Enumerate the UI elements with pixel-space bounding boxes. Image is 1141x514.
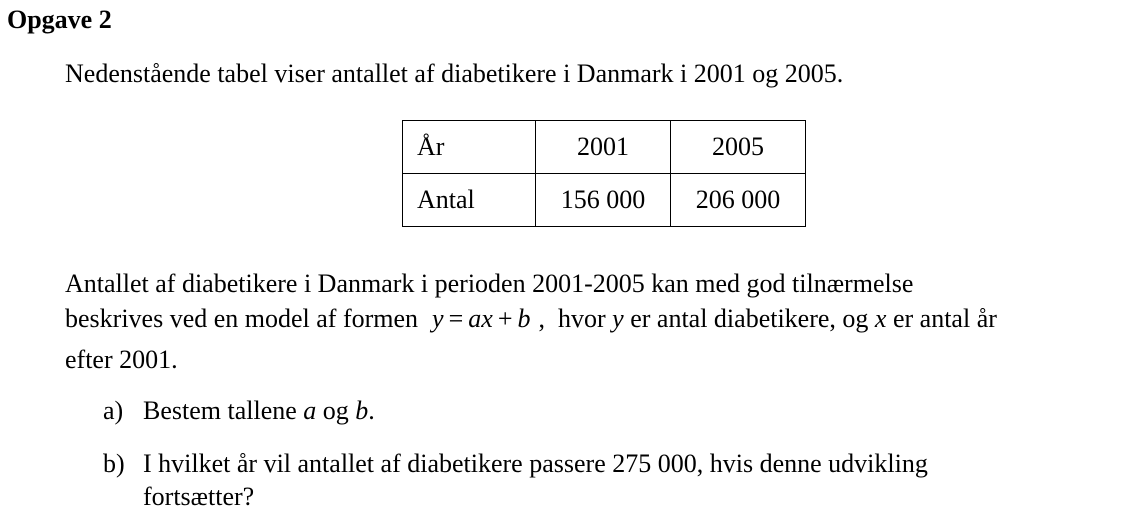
question-label: a) — [103, 396, 124, 425]
table-row-label: Antal — [403, 174, 536, 227]
equation-operator: = — [448, 304, 464, 333]
paragraph-line — [65, 303, 1140, 334]
text-fragment: hvor — [557, 304, 606, 333]
table-cell: 206 000 — [671, 174, 806, 227]
question-text: I hvilket år vil antallet af diabetikere passere 275 000, hvis denne udvikling — [143, 449, 928, 478]
intro-text: Nedenstående tabel viser antallet af diabetikere i Danmark i 2001 og 2005. — [65, 59, 844, 88]
task-title: Opgave 2 — [7, 5, 112, 34]
text-fragment: , — [538, 304, 545, 333]
math-var: a — [303, 396, 317, 425]
equation-operator: + — [497, 304, 513, 333]
question-label: b) — [103, 449, 125, 478]
model-equation — [432, 303, 530, 334]
text-fragment: og — [322, 396, 349, 425]
text-fragment: Bestem tallene — [143, 396, 297, 425]
table-header-cell: 2001 — [536, 121, 671, 174]
text-fragment: er antal diabetikere, og — [630, 304, 869, 333]
equation-var: b — [517, 304, 531, 333]
table-row — [403, 174, 806, 227]
table-row — [403, 121, 806, 174]
equation-var: y — [432, 304, 444, 333]
paragraph-line: efter 2001. — [65, 345, 178, 374]
table-cell: 156 000 — [536, 174, 671, 227]
text-fragment: er antal år — [892, 304, 997, 333]
table-header-cell: 2005 — [671, 121, 806, 174]
text-fragment: . — [368, 396, 375, 425]
math-var: b — [355, 396, 369, 425]
text-fragment: beskrives ved en model af formen — [65, 304, 419, 333]
question-text — [143, 395, 375, 426]
paragraph-line: Antallet af diabetikere i Danmark i perioden 2001-2005 kan med god tilnærmelse — [65, 269, 914, 298]
data-table — [402, 120, 806, 227]
equation-term: ax — [468, 304, 493, 333]
question-text-continued: fortsætter? — [143, 482, 255, 511]
math-var: y — [612, 304, 624, 333]
table-header-cell: År — [403, 121, 536, 174]
math-var: x — [874, 304, 887, 333]
